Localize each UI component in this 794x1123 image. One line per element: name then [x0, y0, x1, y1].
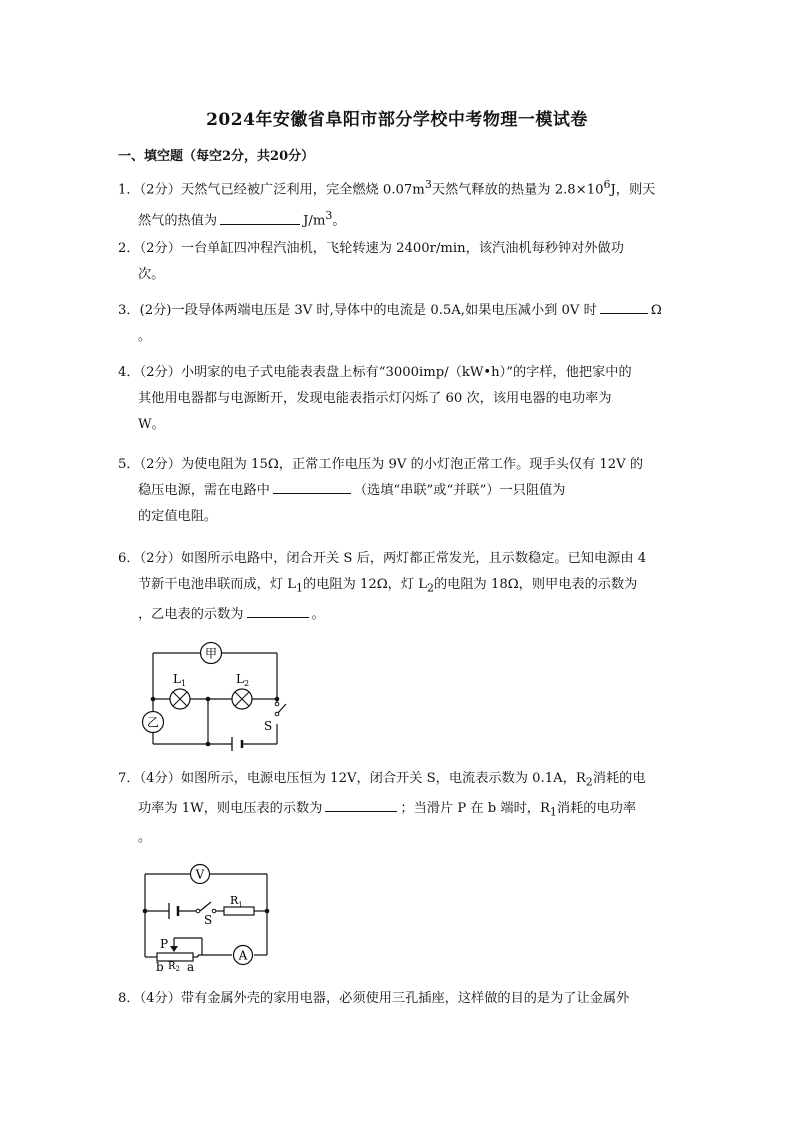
question-1: 1．（2分）天然气已经被广泛利用，完全燃烧 $0.07m^3$天然气释放的热量为 $2.8\times 10^6J$，则天 然气的热值为 $J/m^3$。 — [118, 178, 656, 229]
meter-yi-label: 乙 — [146, 715, 160, 730]
slider-p-label: P — [160, 937, 169, 951]
switch-contact — [275, 702, 279, 706]
exam-title: 2024年安徽省阜阳市部分学校中考物理一模试卷 — [206, 110, 588, 130]
section-heading: 一、填空题（每空2分，共20分） — [118, 149, 315, 164]
switch-s-label: S — [204, 913, 213, 927]
question-5: 5．（2分）为使电阻为 15Ω，正常工作电压为 9V 的小灯泡正常工作。现手头仅有 12V 的 稳压电源，需在电路中 （选填“串联”或“并联”）一只阻值为 的定值电阻。 — [118, 457, 644, 524]
circuit-diagram-q6 — [136, 636, 296, 752]
ammeter-label: A — [238, 948, 248, 963]
r1-label: $R_1$ — [230, 894, 243, 909]
end-a-label: a — [187, 960, 195, 974]
meter-jia-label: 甲 — [204, 646, 218, 661]
junction-dot — [206, 697, 211, 702]
answer-blank[interactable] — [325, 797, 397, 812]
answer-blank[interactable] — [273, 479, 351, 494]
junction-dot — [143, 909, 148, 914]
question-8: 8．（4分）带有金属外壳的家用电器，必须使用三孔插座，这样做的目的是为了让金属外 — [118, 991, 630, 1006]
switch-contact — [275, 712, 279, 716]
r2-label: $R_2$ — [168, 961, 180, 973]
question-7: 7．（4分）如图所示，电源电压恒为 12V，闭合开关 S，电流表示数为 0.1A，$R_2$消耗的电 功率为 1W，则电压表的示数为 ；当滑片 P 在 b 端时，$R_1$消耗的电功率 。 — [118, 771, 646, 846]
junction-dot — [206, 742, 211, 747]
switch-contact — [212, 909, 216, 913]
question-2: 2．（2分）一台单缸四冲程汽油机，飞轮转速为 2400r/min，该汽油机每秒钟对外做功 次。 — [118, 241, 624, 282]
circuit-diagram-q7 — [136, 862, 276, 974]
switch-s-label: S — [264, 719, 273, 733]
junction-dot — [275, 697, 280, 702]
switch-contact — [196, 909, 200, 913]
junction-dot — [265, 909, 270, 914]
question-6: 6．（2分）如图所示电路中，闭合开关 S 后，两灯都正常发光，且示数稳定。已知电源由 4 节新干电池串联而成，灯 $L_1$的电阻为 12Ω，灯 $L_2$的电阻为 18Ω，则甲电表的示数为 ，乙电表的示数为 。 — [118, 551, 647, 622]
question-4: 4．（2分）小明家的电子式电能表表盘上标有“3000imp/（kW•h）”的字样，他把家中的 其他用电器都与电源断开，发现电能表指示灯闪烁了 60 次，该用电器的电功率为 W。 — [118, 365, 632, 432]
voltmeter-label: V — [195, 867, 205, 882]
answer-blank[interactable] — [247, 603, 309, 618]
answer-blank[interactable] — [220, 210, 300, 225]
lamp-l1-label: $L_1$ — [173, 672, 187, 688]
lamp-l2-label: $L_2$ — [236, 672, 250, 688]
junction-dot — [151, 697, 156, 702]
end-b-label: b — [156, 960, 164, 974]
lamp-l2 — [232, 689, 252, 709]
slider-arrow — [170, 946, 178, 952]
answer-blank[interactable] — [600, 299, 648, 314]
lamp-l1 — [170, 689, 190, 709]
question-3: 3．(2分)一段导体两端电压是 3V 时,导体中的电流是 0.5A,如果电压减小到 0V 时 Ω 。 — [118, 298, 678, 350]
